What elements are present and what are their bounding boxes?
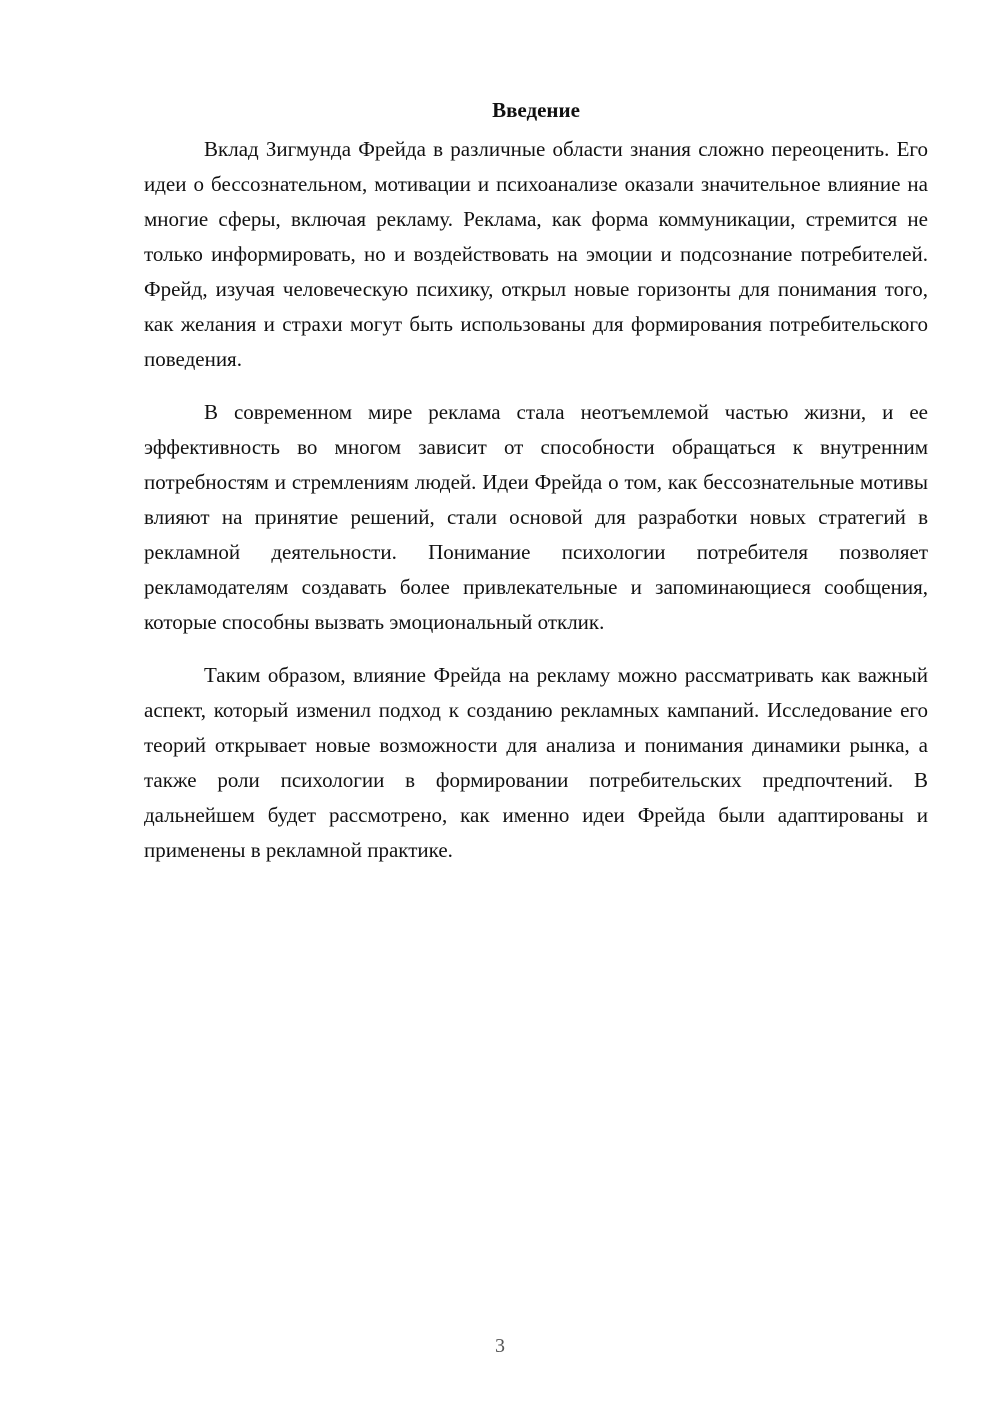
paragraph-2: В современном мире реклама стала неотъемлемой частью жизни, и ее эффективность во многом зависит от способности обращаться к внутренним потребностям и стремлениям людей. Идеи Фрейда о том, как бессознательные мотивы влияют на принятие решений, стали основой для разработки новых стратегий в рекламной деятельности. Понимание психологии потребителя позволяет рекламодателям создавать более привлекательные и запоминающиеся сообщения, которые способны вызвать эмоциональный отклик. xyxy=(144,400,928,634)
paragraph-1: Вклад Зигмунда Фрейда в различные области знания сложно переоценить. Его идеи о бессознательном, мотивации и психоанализе оказали значительное влияние на многие сферы, включая рекламу. Реклама, как форма коммуникации, стремится не только информировать, но и воздействовать на эмоции и подсознание потребителей. Фрейд, изучая человеческую психику, открыл новые горизонты для понимания того, как желания и страхи могут быть использованы для формирования потребительского поведения. xyxy=(144,137,928,371)
page-number: 3 xyxy=(495,1335,505,1357)
section-heading: Введение xyxy=(492,98,580,122)
paragraph-3: Таким образом, влияние Фрейда на рекламу можно рассматривать как важный аспект, который изменил подход к созданию рекламных кампаний. Исследование его теорий открывает новые возможности для анализа и понимания динамики рынка, а также роли психологии в формировании потребительских предпочтений. В дальнейшем будет рассмотрено, как именно идеи Фрейда были адаптированы и применены в рекламной практике. xyxy=(144,663,928,862)
page-content xyxy=(144,92,928,886)
